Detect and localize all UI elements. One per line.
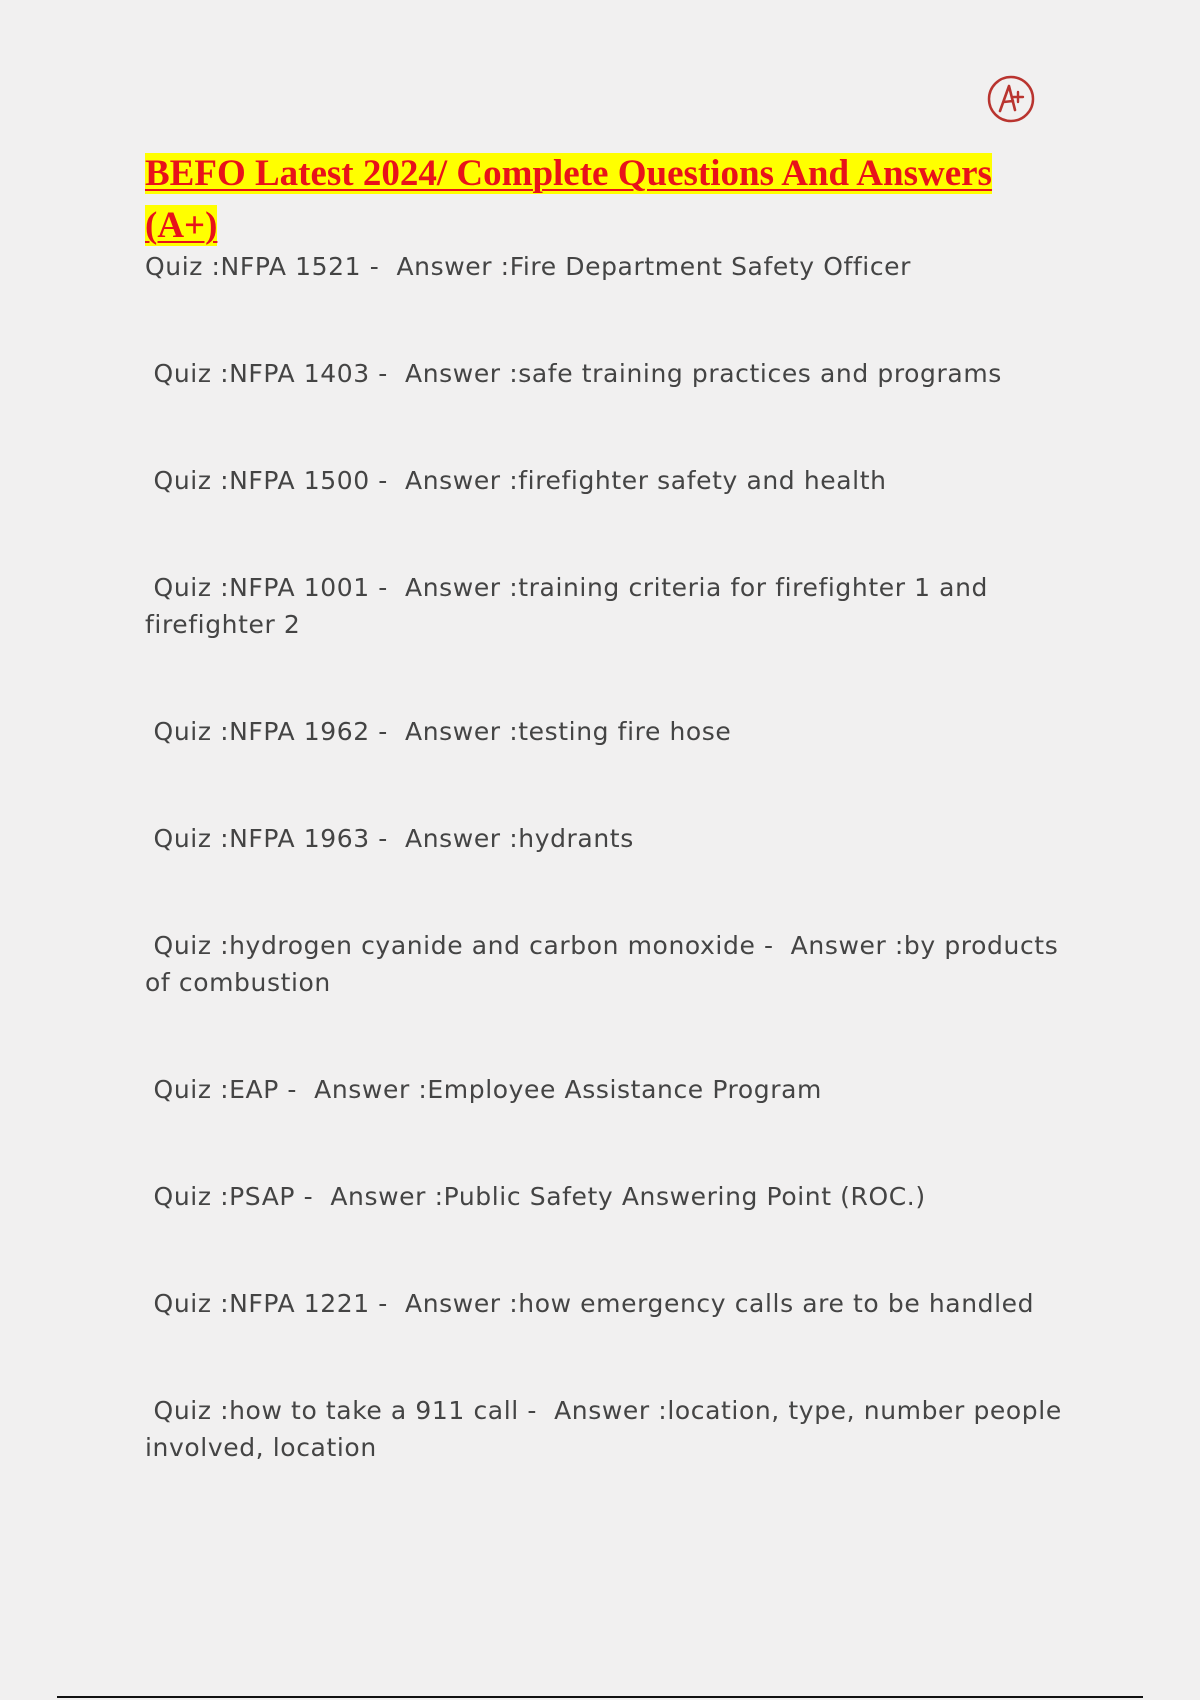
qa-item: Quiz :NFPA 1403 - Answer :safe training practices and programs: [145, 359, 1002, 388]
qa-item: Quiz :NFPA 1221 - Answer :how emergency calls are to be handled: [145, 1289, 1035, 1318]
document-title: BEFO Latest 2024/ Complete Questions And Answers (A+): [145, 153, 992, 246]
qa-item: Quiz :NFPA 1521 - Answer :Fire Department Safety Officer: [145, 252, 912, 281]
footer-divider: [57, 1696, 1143, 1698]
qa-item: Quiz :NFPA 1963 - Answer :hydrants: [145, 824, 634, 853]
qa-item: Quiz :how to take a 911 call - Answer :location, type, number people involved, location: [145, 1396, 1071, 1462]
qa-item: Quiz :NFPA 1001 - Answer :training criteria for firefighter 1 and firefighter 2: [145, 573, 997, 639]
qa-item: Quiz :PSAP - Answer :Public Safety Answering Point (ROC.): [145, 1182, 926, 1211]
qa-item: Quiz :hydrogen cyanide and carbon monoxide - Answer :by products of combustion: [145, 931, 1067, 997]
qa-list: [145, 248, 1071, 1536]
qa-item: Quiz :NFPA 1962 - Answer :testing fire hose: [145, 717, 732, 746]
qa-item: Quiz :NFPA 1500 - Answer :firefighter safety and health: [145, 466, 887, 495]
qa-item: Quiz :EAP - Answer :Employee Assistance Program: [145, 1075, 822, 1104]
a-plus-grade-stamp-icon: [985, 73, 1037, 125]
